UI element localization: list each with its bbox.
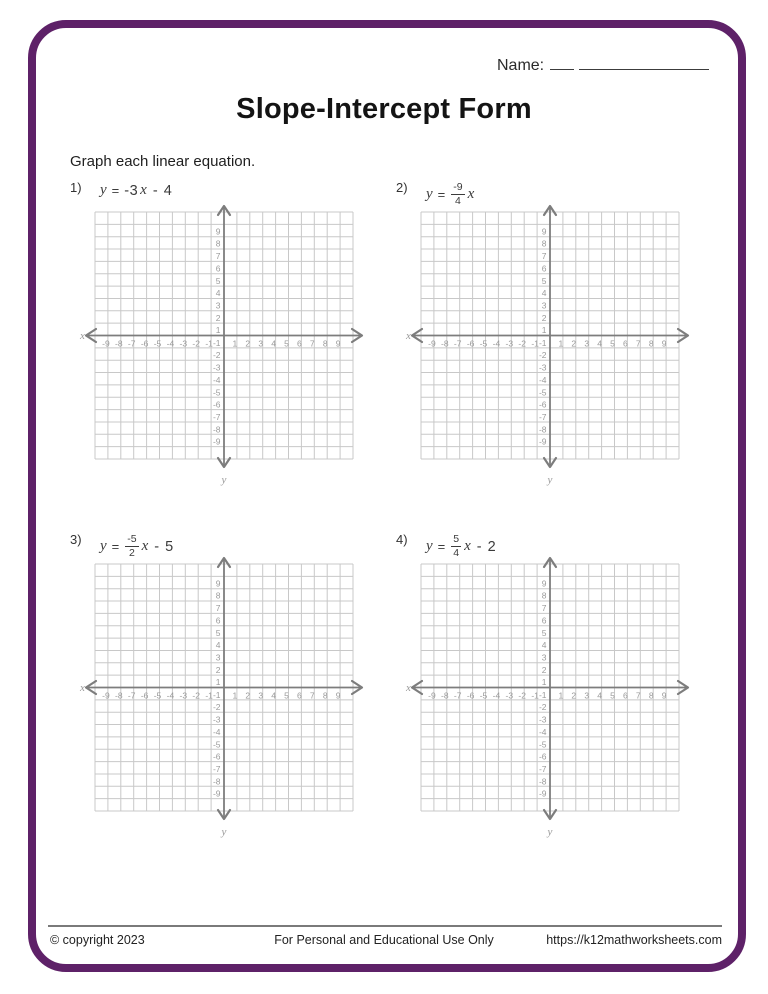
equation-equals: = bbox=[437, 187, 446, 203]
name-blank-line bbox=[550, 54, 574, 70]
x-tick-label: 9 bbox=[661, 690, 667, 701]
y-axis-label: y bbox=[547, 474, 553, 486]
equation-lhs: y bbox=[100, 538, 107, 555]
y-tick-label: -9 bbox=[538, 436, 547, 447]
problem-panel bbox=[390, 532, 700, 862]
y-tick-label: -1 bbox=[538, 689, 547, 700]
y-tick-label: -2 bbox=[538, 702, 547, 713]
y-tick-label: 8 bbox=[541, 590, 547, 601]
name-row bbox=[497, 54, 709, 75]
y-tick-label: 9 bbox=[541, 226, 547, 237]
problem-number: 2) bbox=[396, 180, 408, 195]
y-tick-label: 5 bbox=[215, 275, 221, 286]
x-tick-label: -6 bbox=[140, 690, 149, 701]
y-tick-label: 9 bbox=[215, 578, 221, 589]
x-tick-label: -1 bbox=[531, 338, 539, 349]
equation-constant: - 2 bbox=[476, 538, 497, 555]
x-tick-label: -3 bbox=[505, 338, 514, 349]
y-tick-label: -8 bbox=[212, 776, 221, 787]
y-tick-label: 3 bbox=[541, 652, 547, 663]
y-tick-label: -7 bbox=[212, 411, 221, 422]
y-tick-label: 6 bbox=[541, 615, 547, 626]
x-tick-label: -8 bbox=[441, 690, 449, 701]
problem-number: 3) bbox=[70, 532, 82, 547]
coordinate-grid bbox=[405, 202, 695, 486]
y-tick-label: 1 bbox=[215, 325, 221, 336]
equation-lhs: y bbox=[426, 186, 433, 203]
x-tick-label: -1 bbox=[531, 690, 539, 701]
x-tick-label: -6 bbox=[466, 690, 475, 701]
y-tick-label: 1 bbox=[541, 325, 547, 336]
x-tick-label: -6 bbox=[140, 338, 149, 349]
y-tick-label: 6 bbox=[541, 263, 547, 274]
y-tick-label: 8 bbox=[215, 238, 221, 249]
y-tick-label: 4 bbox=[215, 640, 221, 651]
y-tick-label: -2 bbox=[212, 350, 221, 361]
x-tick-label: -6 bbox=[466, 338, 475, 349]
y-tick-label: -7 bbox=[538, 763, 547, 774]
y-tick-label: -3 bbox=[212, 362, 221, 373]
problem-number: 1) bbox=[70, 180, 82, 195]
y-tick-label: 4 bbox=[215, 288, 221, 299]
y-tick-label: -7 bbox=[538, 411, 547, 422]
y-tick-label: 2 bbox=[215, 664, 221, 675]
equation-slope: -3 bbox=[124, 182, 139, 199]
y-tick-label: 3 bbox=[215, 300, 221, 311]
x-tick-label: 6 bbox=[623, 690, 628, 701]
x-tick-label: -1 bbox=[205, 690, 213, 701]
x-tick-label: -3 bbox=[179, 690, 188, 701]
y-tick-label: -4 bbox=[212, 726, 221, 737]
y-tick-label: 8 bbox=[541, 238, 547, 249]
x-axis-label: x bbox=[80, 682, 85, 694]
y-tick-label: -7 bbox=[212, 763, 221, 774]
y-tick-label: 2 bbox=[541, 664, 547, 675]
page-title: Slope-Intercept Form bbox=[236, 93, 532, 125]
y-tick-label: 7 bbox=[541, 251, 547, 262]
x-tick-label: -5 bbox=[153, 690, 162, 701]
x-tick-label: -5 bbox=[479, 690, 488, 701]
y-tick-label: -9 bbox=[212, 436, 221, 447]
fraction-numerator: -5 bbox=[125, 534, 138, 547]
x-tick-label: -7 bbox=[127, 338, 136, 349]
y-tick-label: 5 bbox=[541, 627, 547, 638]
x-tick-label: 1 bbox=[558, 690, 564, 701]
x-tick-label: 5 bbox=[284, 690, 289, 701]
equation-variable: x bbox=[141, 538, 149, 555]
equation-variable: x bbox=[140, 182, 147, 198]
x-tick-label: 8 bbox=[648, 690, 654, 701]
y-tick-label: 6 bbox=[215, 263, 221, 274]
x-tick-label: -8 bbox=[115, 690, 123, 701]
y-tick-label: 5 bbox=[215, 627, 221, 638]
y-tick-label: -1 bbox=[538, 337, 547, 348]
x-tick-label: 7 bbox=[635, 338, 641, 349]
equation bbox=[98, 182, 173, 199]
x-tick-label: -4 bbox=[166, 338, 175, 349]
equation-equals: = bbox=[111, 183, 120, 198]
x-tick-label: -3 bbox=[505, 690, 514, 701]
y-tick-label: -2 bbox=[538, 350, 547, 361]
x-tick-label: -9 bbox=[428, 690, 436, 701]
y-tick-label: -6 bbox=[212, 751, 221, 762]
equation-equals: = bbox=[437, 539, 446, 555]
y-tick-label: 7 bbox=[541, 603, 547, 614]
footer-copyright: © copyright 2023 bbox=[50, 933, 145, 947]
y-tick-label: -8 bbox=[538, 424, 547, 435]
equation-equals: = bbox=[111, 539, 120, 555]
fraction-numerator: -9 bbox=[451, 182, 464, 195]
x-tick-label: -5 bbox=[479, 338, 488, 349]
y-tick-label: -1 bbox=[212, 689, 221, 700]
y-tick-label: -2 bbox=[212, 702, 221, 713]
problem-panel bbox=[390, 180, 700, 510]
y-tick-label: 2 bbox=[215, 312, 221, 323]
name-label: Name: bbox=[497, 57, 545, 74]
y-tick-label: 5 bbox=[541, 275, 547, 286]
x-tick-label: 1 bbox=[232, 690, 238, 701]
x-tick-label: -4 bbox=[492, 690, 501, 701]
x-tick-label: -8 bbox=[115, 338, 123, 349]
y-tick-label: -4 bbox=[212, 374, 221, 385]
x-tick-label: 8 bbox=[322, 338, 328, 349]
x-tick-label: 9 bbox=[335, 690, 341, 701]
x-tick-label: -4 bbox=[166, 690, 175, 701]
x-tick-label: 5 bbox=[284, 338, 289, 349]
y-tick-label: -3 bbox=[538, 714, 547, 725]
y-tick-label: 4 bbox=[541, 288, 547, 299]
y-tick-label: -6 bbox=[212, 399, 221, 410]
y-tick-label: -6 bbox=[538, 399, 547, 410]
y-axis-label: y bbox=[221, 474, 227, 486]
x-tick-label: -2 bbox=[518, 690, 526, 701]
y-tick-label: 7 bbox=[215, 603, 221, 614]
x-tick-label: -8 bbox=[441, 338, 449, 349]
x-tick-label: 6 bbox=[297, 690, 302, 701]
x-tick-label: 2 bbox=[245, 690, 251, 701]
y-tick-label: -9 bbox=[212, 788, 221, 799]
problem-panel bbox=[64, 532, 374, 862]
fraction-denominator: 4 bbox=[453, 547, 460, 560]
x-tick-label: 4 bbox=[271, 338, 276, 349]
x-tick-label: 1 bbox=[232, 338, 238, 349]
y-tick-label: -8 bbox=[538, 776, 547, 787]
instruction-text: Graph each linear equation. bbox=[70, 153, 256, 170]
x-tick-label: 6 bbox=[297, 338, 302, 349]
x-axis-label: x bbox=[406, 330, 411, 342]
x-tick-label: 5 bbox=[610, 690, 615, 701]
x-tick-label: 5 bbox=[610, 338, 615, 349]
x-tick-label: 6 bbox=[623, 338, 628, 349]
x-tick-label: -4 bbox=[492, 338, 501, 349]
y-tick-label: -8 bbox=[212, 424, 221, 435]
x-tick-label: -7 bbox=[453, 338, 462, 349]
y-tick-label: 9 bbox=[215, 226, 221, 237]
y-tick-label: 1 bbox=[541, 677, 547, 688]
footer-url: https://k12mathworksheets.com bbox=[546, 933, 722, 947]
y-tick-label: 3 bbox=[215, 652, 221, 663]
x-tick-label: 4 bbox=[271, 690, 276, 701]
y-tick-label: 9 bbox=[541, 578, 547, 589]
x-tick-label: -2 bbox=[192, 690, 200, 701]
y-axis-label: y bbox=[547, 826, 553, 838]
y-tick-label: 8 bbox=[215, 590, 221, 601]
fraction-numerator: 5 bbox=[451, 534, 461, 547]
x-tick-label: 9 bbox=[661, 338, 667, 349]
x-tick-label: 4 bbox=[597, 690, 602, 701]
y-tick-label: -4 bbox=[538, 726, 547, 737]
equation-lhs: y bbox=[100, 182, 107, 198]
y-tick-label: -6 bbox=[538, 751, 547, 762]
x-tick-label: 4 bbox=[597, 338, 602, 349]
coordinate-grid bbox=[405, 554, 695, 838]
equation-lhs: y bbox=[426, 538, 433, 555]
problem-panel bbox=[64, 180, 374, 510]
equation-variable: x bbox=[467, 186, 475, 203]
x-tick-label: 2 bbox=[571, 690, 577, 701]
x-tick-label: -9 bbox=[102, 690, 110, 701]
x-tick-label: -7 bbox=[453, 690, 462, 701]
x-axis-label: x bbox=[406, 682, 411, 694]
x-tick-label: -9 bbox=[428, 338, 436, 349]
y-tick-label: -9 bbox=[538, 788, 547, 799]
x-tick-label: -2 bbox=[192, 338, 200, 349]
x-axis-label: x bbox=[80, 330, 85, 342]
y-tick-label: -1 bbox=[212, 337, 221, 348]
x-tick-label: 7 bbox=[309, 690, 315, 701]
y-tick-label: -5 bbox=[538, 387, 547, 398]
y-tick-label: 7 bbox=[215, 251, 221, 262]
y-tick-label: 6 bbox=[215, 615, 221, 626]
y-tick-label: 3 bbox=[541, 300, 547, 311]
y-tick-label: 2 bbox=[541, 312, 547, 323]
coordinate-grid bbox=[79, 202, 369, 486]
y-tick-label: -5 bbox=[212, 387, 221, 398]
x-tick-label: 2 bbox=[571, 338, 577, 349]
x-tick-label: 9 bbox=[335, 338, 341, 349]
x-tick-label: 3 bbox=[584, 690, 590, 701]
equation-constant: - 5 bbox=[154, 538, 175, 555]
x-tick-label: 8 bbox=[322, 690, 328, 701]
x-tick-label: -3 bbox=[179, 338, 188, 349]
x-tick-label: -1 bbox=[205, 338, 213, 349]
y-tick-label: 1 bbox=[215, 677, 221, 688]
x-tick-label: -5 bbox=[153, 338, 162, 349]
problem-number: 4) bbox=[396, 532, 408, 547]
x-tick-label: 3 bbox=[584, 338, 590, 349]
coordinate-grid bbox=[79, 554, 369, 838]
x-tick-label: -7 bbox=[127, 690, 136, 701]
y-tick-label: 4 bbox=[541, 640, 547, 651]
name-blank-line bbox=[579, 54, 709, 70]
y-tick-label: -5 bbox=[538, 739, 547, 750]
x-tick-label: -9 bbox=[102, 338, 110, 349]
fraction-denominator: 2 bbox=[129, 547, 135, 560]
y-tick-label: -3 bbox=[538, 362, 547, 373]
footer-usage-text: For Personal and Educational Use Only bbox=[274, 933, 494, 947]
equation-variable: x bbox=[464, 538, 471, 555]
y-axis-label: y bbox=[221, 826, 227, 838]
x-tick-label: 3 bbox=[258, 338, 264, 349]
y-tick-label: -4 bbox=[538, 374, 547, 385]
x-tick-label: 2 bbox=[245, 338, 251, 349]
footer-divider bbox=[48, 925, 722, 927]
x-tick-label: 3 bbox=[258, 690, 264, 701]
y-tick-label: -5 bbox=[212, 739, 221, 750]
x-tick-label: 1 bbox=[558, 338, 564, 349]
x-tick-label: -2 bbox=[518, 338, 526, 349]
equation-constant: - 4 bbox=[152, 182, 173, 199]
x-tick-label: 8 bbox=[648, 338, 654, 349]
y-tick-label: -3 bbox=[212, 714, 221, 725]
x-tick-label: 7 bbox=[635, 690, 641, 701]
fraction-denominator: 4 bbox=[455, 195, 461, 208]
x-tick-label: 7 bbox=[309, 338, 315, 349]
